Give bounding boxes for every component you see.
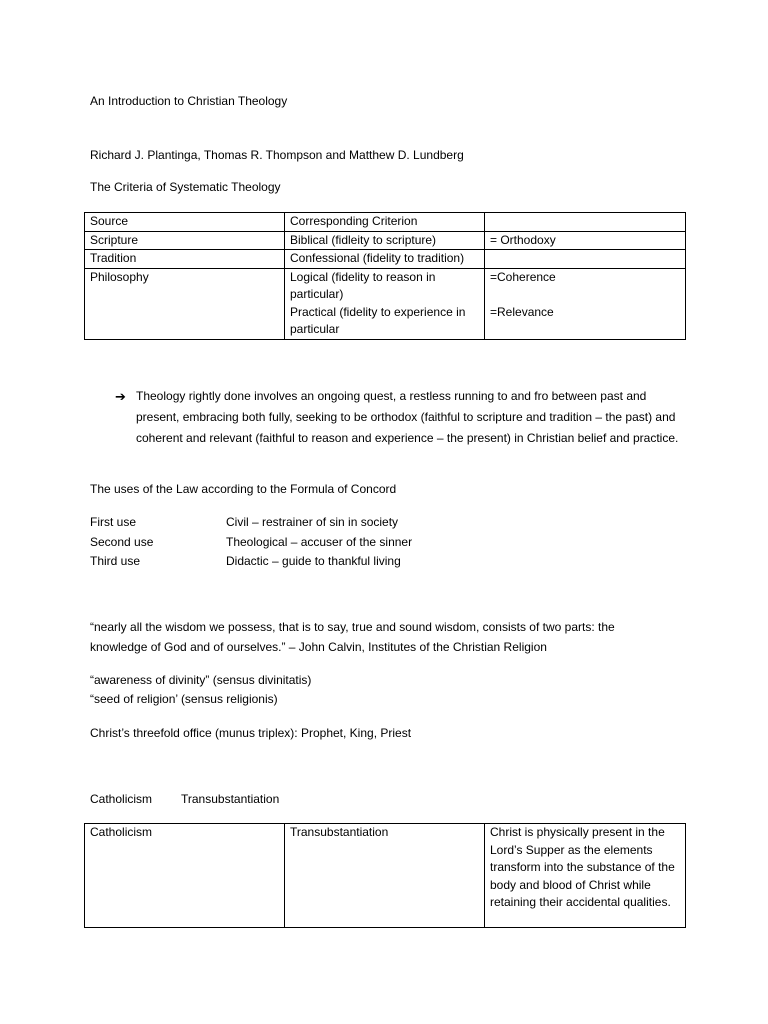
uses-list bbox=[90, 513, 412, 572]
table-row bbox=[85, 824, 686, 928]
list-item bbox=[90, 552, 412, 572]
table-row bbox=[85, 231, 686, 250]
table-cell bbox=[485, 213, 686, 232]
use-description: Theological – accuser of the sinner bbox=[226, 534, 413, 549]
document-title: An Introduction to Christian Theology bbox=[90, 94, 288, 108]
threefold-office: Christ’s threefold office (munus triplex): Prophet, King, Priest bbox=[90, 726, 412, 740]
use-name: First use bbox=[90, 515, 137, 529]
table-cell: Philosophy bbox=[85, 268, 285, 339]
table-row bbox=[85, 268, 686, 339]
uses-heading: The uses of the Law according to the Formula of Concord bbox=[90, 482, 397, 496]
table-cell: Tradition bbox=[85, 250, 285, 269]
table-cell: Catholicism bbox=[85, 824, 285, 928]
sensus-divinitatis: “awareness of divinity” (sensus divinitatis) bbox=[90, 673, 312, 687]
authors: Richard J. Plantinga, Thomas R. Thompson and Matthew D. Lundberg bbox=[90, 148, 464, 162]
calvin-quote-line-1: “nearly all the wisdom we possess, that is to say, true and sound wisdom, consists of two parts: the bbox=[90, 620, 615, 634]
table-cell: Corresponding Criterion bbox=[285, 213, 485, 232]
catholicism-label: Catholicism bbox=[90, 792, 153, 806]
transubstantiation-label: Transubstantiation bbox=[181, 792, 280, 806]
table-cell bbox=[285, 268, 485, 339]
bullet-text: Theology rightly done involves an ongoing quest, a restless running to and fro between past and present, embracing both fully, seeking to be orthodox (faithful to scripture and tradition – the past) and coherent and relevant (faithful to reason and experience – the present) in Christian belief and practice. bbox=[136, 389, 679, 445]
bullet-item bbox=[115, 386, 680, 449]
catholicism-table bbox=[84, 823, 686, 928]
table-cell: Source bbox=[85, 213, 285, 232]
criterion-logical: Logical (fidelity to reason in particular) bbox=[290, 269, 436, 301]
table-cell: Transubstantiation bbox=[285, 824, 485, 928]
calvin-quote-line-2: knowledge of God and of ourselves.” – John Calvin, Institutes of the Christian Religion bbox=[90, 640, 547, 654]
arrow-right-icon: ➔ bbox=[115, 389, 126, 404]
table-cell: Biblical (fidleity to scripture) bbox=[285, 231, 485, 250]
table-cell: = Orthodoxy bbox=[485, 231, 686, 250]
criteria-table bbox=[84, 212, 686, 340]
use-name: Second use bbox=[90, 534, 154, 549]
criteria-heading: The Criteria of Systematic Theology bbox=[90, 180, 281, 194]
table-header-row bbox=[85, 213, 686, 232]
list-item bbox=[90, 513, 412, 533]
table-cell: Scripture bbox=[85, 231, 285, 250]
use-description: Civil – restrainer of sin in society bbox=[226, 515, 399, 529]
list-item bbox=[90, 533, 412, 553]
table-row bbox=[85, 250, 686, 269]
result-relevance: =Relevance bbox=[490, 304, 554, 319]
table-cell bbox=[485, 268, 686, 339]
use-description: Didactic – guide to thankful living bbox=[226, 554, 401, 568]
result-coherence: =Coherence bbox=[490, 269, 556, 284]
criterion-practical: Practical (fidelity to experience in particular bbox=[290, 304, 466, 336]
sensus-religionis: “seed of religion’ (sensus religionis) bbox=[90, 692, 278, 706]
table-cell: Christ is physically present in the Lord’s Supper as the elements transform into the substance of the body and blood of Christ while retaining their accidental qualities. bbox=[485, 824, 686, 928]
use-name: Third use bbox=[90, 554, 141, 568]
table-cell: Confessional (fidelity to tradition) bbox=[285, 250, 485, 269]
table-cell bbox=[485, 250, 686, 269]
